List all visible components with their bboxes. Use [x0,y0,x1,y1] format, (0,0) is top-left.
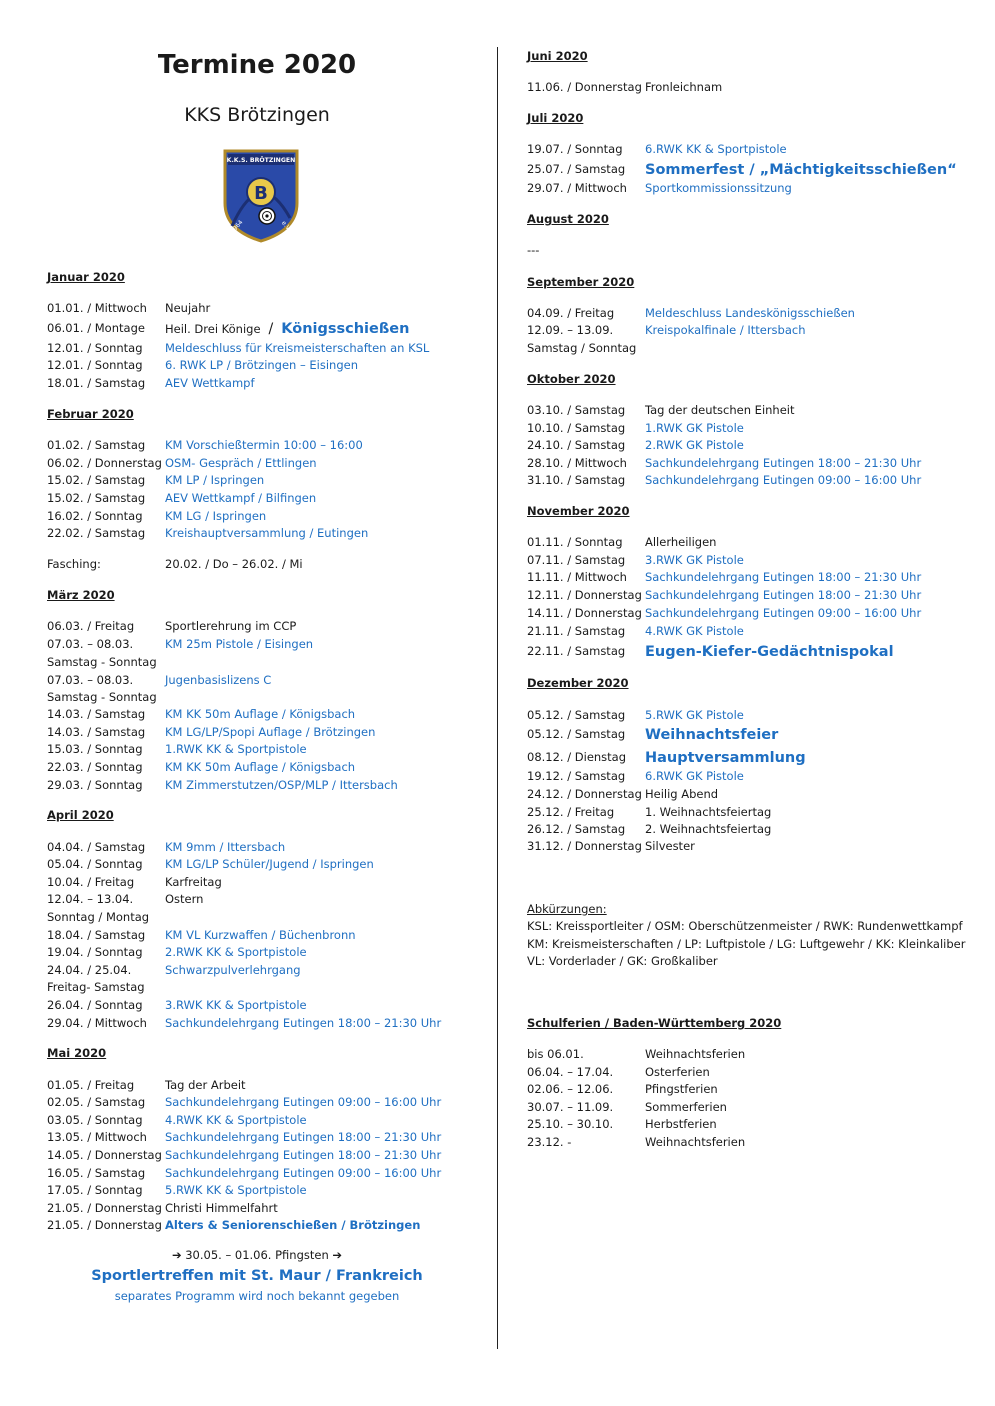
event-text: AEV Wettkampf / Bilfingen [165,491,317,505]
event-text: Neujahr [165,301,211,315]
event-date: 10.10. / Samstag [527,421,626,435]
event-date: 12.04. – 13.04. [47,892,134,906]
month-heading: Februar 2020 [47,407,134,421]
month-heading: Oktober 2020 [527,372,616,386]
event-date: 24.12. / Donnerstag [527,787,642,801]
event-text: KM Vorschießtermin 10:00 – 16:00 [165,438,363,452]
event-text: Sachkundelehrgang Eutingen 09:00 – 16:00 Uhr [645,473,922,487]
month-heading: Januar 2020 [47,270,125,284]
event-date: 06.03. / Freitag [47,619,135,633]
event-date: 31.12. / Donnerstag [527,839,642,853]
event-date: 24.04. / 25.04. [47,963,132,977]
event-text: Ostern [165,892,204,906]
event-text [165,321,409,337]
holiday-name: Weihnachtsferien [645,1047,746,1061]
event-date: 17.05. / Sonntag [47,1183,143,1197]
event-date: 16.02. / Sonntag [47,509,143,523]
event-date: 22.02. / Samstag [47,526,146,540]
event-text: KM LG/LP/Spopi Auflage / Brötzingen [165,725,376,739]
event-date: 06.01. / Montage [47,321,145,335]
event-date: 25.07. / Samstag [527,162,626,176]
event-text: 5.RWK GK Pistole [645,708,744,722]
event-date: 21.11. / Samstag [527,624,626,638]
event-date: 11.06. / Donnerstag [527,80,642,94]
event-text: Sachkundelehrgang Eutingen 09:00 – 16:00 Uhr [165,1095,442,1109]
event-date: 01.02. / Samstag [47,438,146,452]
event-date: 08.12. / Dienstag [527,750,627,764]
event-date: 12.09. – 13.09. [527,323,614,337]
event-date: 01.01. / Mittwoch [47,301,147,315]
event-date: 21.05. / Donnerstag [47,1218,162,1232]
event-date: 06.02. / Donnerstag [47,456,162,470]
event-text: Hauptversammlung [645,750,806,766]
club-name: KKS Brötzingen [184,104,330,126]
event-text: KM LG/LP Schüler/Jugend / Ispringen [165,857,374,871]
event-date: 12.01. / Sonntag [47,341,143,355]
holiday-name: Herbstferien [645,1117,717,1132]
event-date: Sonntag / Montag [47,910,150,924]
event-text: Kreispokalfinale / Ittersbach [645,323,806,337]
logo-suffix: e.V. [279,219,293,233]
event-date: 14.03. / Samstag [47,707,146,721]
event-text: Tag der deutschen Einheit [645,403,795,417]
logo-year: 1964 [229,218,245,236]
event-text: Schwarzpulverlehrgang [165,963,301,977]
event-text: 4.RWK GK Pistole [645,624,744,638]
month-heading: September 2020 [527,275,635,289]
month-heading: Juni 2020 [527,49,588,63]
event-text: 1. Weihnachtsfeiertag [645,805,772,819]
event-date: Samstag - Sonntag [47,655,157,669]
month-heading: Juli 2020 [527,111,584,125]
holiday-date: 02.06. – 12.06. [527,1082,614,1097]
event-date: 14.05. / Donnerstag [47,1148,162,1162]
school-holidays-title: Schulferien / Baden-Württemberg 2020 [527,1016,782,1030]
event-date: 26.04. / Sonntag [47,998,143,1012]
event-date: 01.11. / Sonntag [527,535,623,549]
holiday-date: 25.10. – 30.10. [527,1117,614,1132]
holiday-name: Weihnachtsferien [645,1135,746,1149]
event-text: 2.RWK KK & Sportpistole [165,945,307,959]
event-text: Sachkundelehrgang Eutingen 18:00 – 21:30 Uhr [165,1148,442,1162]
event-date: Freitag- Samstag [47,980,145,994]
event-date: 29.03. / Sonntag [47,778,143,792]
event-date: 07.03. – 08.03. [47,637,134,651]
event-date: 15.02. / Samstag [47,473,146,487]
event-text: KM 25m Pistole / Eisingen [165,637,314,651]
event-date: 18.04. / Samstag [47,928,146,942]
event-separator: / [268,321,274,337]
event-text: Sachkundelehrgang Eutingen 18:00 – 21:30 Uhr [165,1130,442,1144]
event-text: Tag der Arbeit [165,1078,246,1092]
month-heading: April 2020 [47,808,114,822]
event-date: 22.03. / Sonntag [47,760,143,774]
event-date: 16.05. / Samstag [47,1166,146,1180]
event-text: KM KK 50m Auflage / Königsbach [165,760,356,774]
event-date: 19.07. / Sonntag [527,142,623,156]
month-heading: August 2020 [527,212,609,226]
event-text: Kreishauptversammlung / Eutingen [165,526,369,540]
sportlertreffen-headline: Sportlertreffen mit St. Maur / Frankreich [91,1268,423,1284]
event-date: 10.04. / Freitag [47,875,135,889]
month-heading: November 2020 [527,504,630,518]
event-date: 28.10. / Mittwoch [527,456,627,470]
event-date: 14.03. / Samstag [47,725,146,739]
event-text: Sachkundelehrgang Eutingen 09:00 – 16:00 Uhr [645,606,922,620]
event-text: Fronleichnam [645,80,723,94]
event-date: 12.11. / Donnerstag [527,588,642,602]
abbreviation-line: VL: Vorderlader / GK: Großkaliber [527,954,718,968]
column-divider [497,47,498,1349]
holiday-name: Sommerferien [645,1099,727,1114]
event-date: 05.12. / Samstag [527,708,626,722]
event-text: Christi Himmelfahrt [165,1201,278,1215]
event-text: 3.RWK GK Pistole [645,553,744,567]
month-heading: Mai 2020 [47,1046,107,1060]
event-text: 6.RWK KK & Sportpistole [645,142,787,156]
event-date: 12.01. / Sonntag [47,358,143,372]
event-text: Meldeschluss für Kreismeisterschaften an KSL [165,341,430,355]
event-text: Heilig Abend [645,787,719,801]
event-text: Sportlerehrung im CCP [165,619,297,633]
event-date: 04.09. / Freitag [527,306,615,320]
page-title: Termine 2020 [157,50,357,80]
event-text: 4.RWK KK & Sportpistole [165,1113,307,1127]
event-text-part: Heil. Drei Könige [165,322,261,336]
event-date: --- [527,243,540,257]
event-date: 04.04. / Samstag [47,840,146,854]
holiday-name: Osterferien [645,1064,710,1079]
abbreviation-line: KM: Kreismeisterschaften / LP: Luftpistole / LG: Luftgewehr / KK: Kleinkaliber [527,937,966,951]
pfingsten-line: ➔ 30.05. – 01.06. Pfingsten ➔ [171,1248,343,1262]
event-date: Samstag - Sonntag [47,690,157,704]
event-text: Weihnachtsfeier [645,727,779,743]
event-text: Sommerfest / „Mächtigkeitsschießen“ [645,162,957,178]
event-date: 25.12. / Freitag [527,805,615,819]
event-text: 2. Weihnachtsfeiertag [645,822,772,836]
event-text: Jugenbasislizens C [165,673,272,687]
event-text: KM KK 50m Auflage / Königsbach [165,707,356,721]
event-text: Meldeschluss Landeskönigsschießen [645,306,855,320]
event-date: 22.11. / Samstag [527,644,626,658]
event-date: 31.10. / Samstag [527,473,626,487]
event-date: Fasching: [47,557,101,571]
event-text: 6. RWK LP / Brötzingen – Eisingen [165,358,359,372]
month-heading: Dezember 2020 [527,676,629,690]
event-text: 3.RWK KK & Sportpistole [165,998,307,1012]
event-text: Sachkundelehrgang Eutingen 18:00 – 21:30 Uhr [645,588,922,602]
event-text: 1.RWK KK & Sportpistole [165,742,307,756]
event-date: 11.11. / Mittwoch [527,570,627,584]
event-date: 19.12. / Samstag [527,769,626,783]
program-note: separates Programm wird noch bekannt gegeben [114,1289,400,1303]
holiday-date: 06.04. – 17.04. [527,1064,614,1079]
event-text: Sachkundelehrgang Eutingen 09:00 – 16:00 Uhr [165,1166,442,1180]
event-text: Eugen-Kiefer-Gedächtnispokal [645,644,894,660]
event-date: 29.07. / Mittwoch [527,181,627,195]
event-date: 01.05. / Freitag [47,1078,135,1092]
event-text: Sachkundelehrgang Eutingen 18:00 – 21:30 Uhr [645,570,922,584]
event-date: 19.04. / Sonntag [47,945,143,959]
logo-text: K.K.S. BRÖTZINGEN [226,157,296,164]
event-text: Sachkundelehrgang Eutingen 18:00 – 21:30 Uhr [645,456,922,470]
event-text: 6.RWK GK Pistole [645,769,744,783]
event-highlight: Königsschießen [281,321,410,337]
logo-letter: B [254,183,268,204]
event-text: 1.RWK GK Pistole [645,421,744,435]
event-date: 14.11. / Donnerstag [527,606,642,620]
event-date: 03.05. / Sonntag [47,1113,143,1127]
event-text: 20.02. / Do – 26.02. / Mi [165,557,303,571]
abbreviation-line: KSL: Kreissportleiter / OSM: Oberschützenmeister / RWK: Rundenwettkampf [527,919,963,933]
event-text: KM Zimmerstutzen/OSP/MLP / Ittersbach [165,778,398,792]
event-date: 05.12. / Samstag [527,727,626,741]
event-date: 29.04. / Mittwoch [47,1016,147,1030]
event-text: KM VL Kurzwaffen / Büchenbronn [165,928,356,942]
event-date: 07.11. / Samstag [527,553,626,567]
event-date: 02.05. / Samstag [47,1095,146,1109]
event-text: Allerheiligen [645,535,717,549]
event-text: Sportkommissionssitzung [645,181,792,195]
event-date: 24.10. / Samstag [527,438,626,452]
event-text: Alters & Seniorenschießen / Brötzingen [165,1218,421,1232]
holiday-date: 30.07. – 11.09. [527,1099,614,1114]
event-date: 18.01. / Samstag [47,376,146,390]
event-date: 05.04. / Sonntag [47,857,143,871]
event-text: Silvester [645,839,695,853]
abbreviations-title: Abkürzungen: [527,902,607,916]
event-date: Samstag / Sonntag [527,341,637,355]
holiday-name: Pfingstferien [645,1082,718,1097]
event-date: 15.03. / Sonntag [47,742,143,756]
event-text: Sachkundelehrgang Eutingen 18:00 – 21:30 Uhr [165,1016,442,1030]
event-text: KM LP / Ispringen [165,473,265,487]
event-date: 03.10. / Samstag [527,403,626,417]
event-text: AEV Wettkampf [165,376,255,390]
event-text: KM 9mm / Ittersbach [165,840,286,854]
event-date: 21.05. / Donnerstag [47,1201,162,1215]
holiday-date: bis 06.01. [527,1047,584,1061]
event-text: 2.RWK GK Pistole [645,438,744,452]
event-date: 15.02. / Samstag [47,491,146,505]
event-text: KM LG / Ispringen [165,509,267,523]
event-date: 13.05. / Mittwoch [47,1130,147,1144]
event-text: 5.RWK KK & Sportpistole [165,1183,307,1197]
club-logo [222,148,300,244]
event-text: OSM- Gespräch / Ettlingen [165,456,317,470]
event-text: Karfreitag [165,875,222,889]
event-date: 26.12. / Samstag [527,822,626,836]
event-date: 07.03. – 08.03. [47,673,134,687]
holiday-date: 23.12. - [527,1135,572,1149]
month-heading: März 2020 [47,588,115,602]
